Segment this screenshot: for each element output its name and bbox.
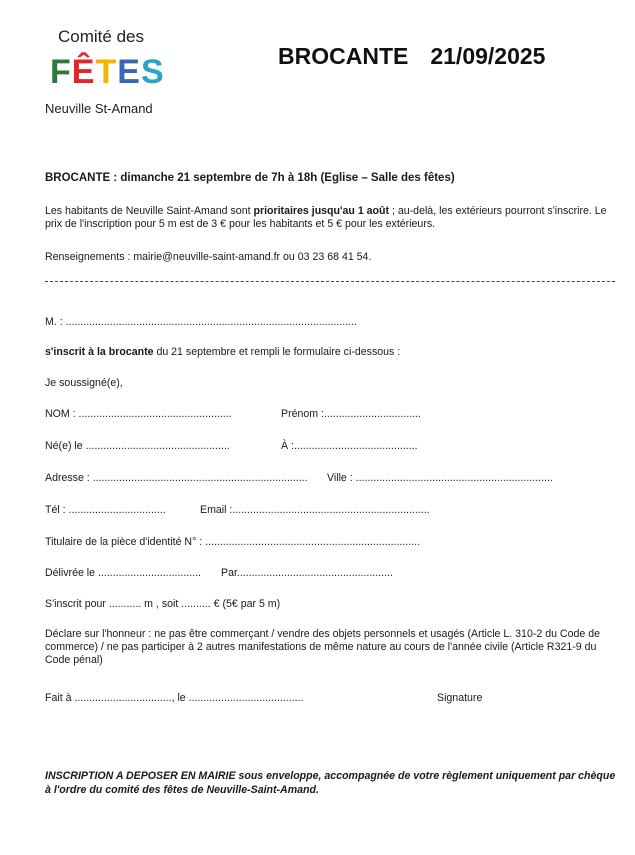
registers-for-field[interactable]: S'inscrit pour ........... m , soit .......... € (5€ par 5 m) (45, 598, 281, 610)
id-number-field[interactable]: Titulaire de la pièce d'identité N° : ......................................................................... (45, 536, 421, 548)
delivered-date-field[interactable]: Délivrée le ................................... (45, 567, 202, 579)
delivered-by-field[interactable]: Par..................................................... (221, 567, 393, 579)
event-heading: BROCANTE : dimanche 21 septembre de 7h à 18h (Eglise – Salle des fêtes) (45, 172, 455, 184)
logo-letter: E (117, 53, 141, 91)
logo-fetes (50, 55, 165, 89)
logo-top-text: Comité des (58, 27, 144, 46)
declaration-paragraph: Déclare sur l'honneur : ne pas être commerçant / vendre des objets personnels et usagés (Article L. 310-2 du Code de commerce) / ne pas participer à 2 autres manifestations de même nature au cours de l'année civile (Article R321-9 du Code pénal) (45, 628, 600, 666)
title-text: BROCANTE (278, 43, 409, 69)
footer-note: INSCRIPTION A DEPOSER EN MAIRIE sous enveloppe, accompagnée de votre règlement uniquement par chèque à l'ordre du comité des fêtes de Neuville-Saint-Amand. (45, 770, 616, 796)
nom-field[interactable]: NOM : .................................................... (45, 408, 232, 420)
intro-priority: prioritaires jusqu'au 1 août (253, 205, 390, 217)
intro-paragraph (45, 205, 620, 231)
registers-line (45, 346, 400, 359)
address-field[interactable]: Adresse : ......................................................................... (45, 472, 308, 484)
done-at-field[interactable]: Fait à ................................., le ....................................... (45, 692, 304, 704)
title-date: 21/09/2025 (430, 43, 546, 69)
logo-letter: T (95, 53, 118, 91)
registers-rest: du 21 septembre et rempli le formulaire ci-dessous : (153, 346, 401, 358)
logo-letter: F (50, 53, 72, 91)
phone-field[interactable]: Tél : ................................. (45, 504, 166, 516)
born-field[interactable]: Né(e) le ................................................. (45, 440, 230, 452)
prenom-field[interactable]: Prénom :................................. (281, 408, 422, 420)
intro-text-b: ; au-delà, les extérieurs pourront s'inscrire. Le prix de l'inscription pour 5 m est de 3 € pour les habitants et 5 € pour les extérieurs. (45, 205, 607, 230)
intro-text-a: Les habitants de Neuville Saint-Amand sont (45, 205, 254, 217)
undersigned-label: Je soussigné(e), (45, 377, 123, 389)
email-field[interactable]: Email :................................................................... (200, 504, 430, 516)
signature-label: Signature (437, 692, 483, 704)
page-title (278, 43, 545, 70)
separator (45, 281, 615, 282)
logo-letter: S (140, 53, 165, 91)
mr-field[interactable]: M. : ................................................................................................... (45, 316, 357, 328)
birthplace-field[interactable]: À :.......................................... (281, 440, 418, 452)
logo-bottom-text: Neuville St-Amand (45, 101, 153, 116)
contact-info: Renseignements : mairie@neuville-saint-amand.fr ou 03 23 68 41 54. (45, 251, 372, 263)
logo-letter: Ê (71, 53, 96, 91)
registers-bold: s'inscrit à la brocante (45, 346, 154, 358)
city-field[interactable]: Ville : ................................................................... (327, 472, 553, 484)
